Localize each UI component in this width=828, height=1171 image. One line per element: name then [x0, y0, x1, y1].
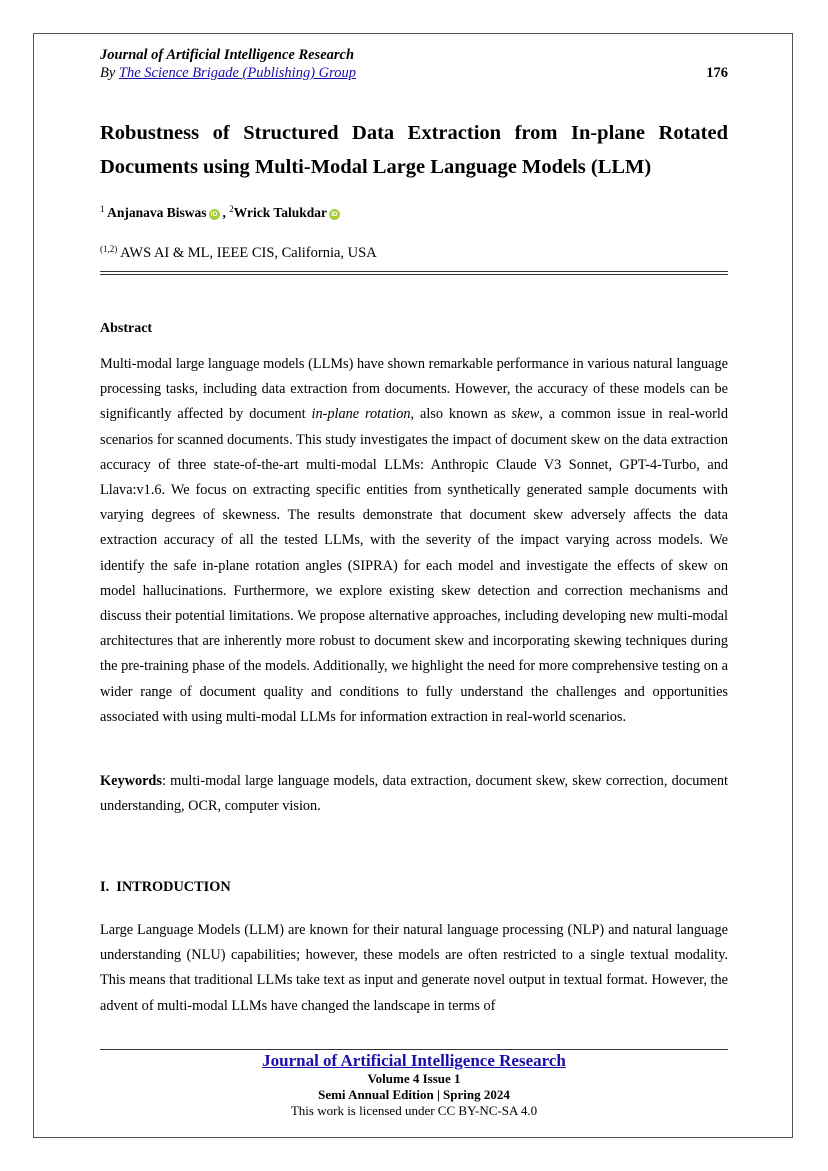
keywords-text: : multi-modal large language models, data extraction, document skew, skew correction, document understanding, OCR, computer vision.	[100, 773, 728, 815]
footer-divider	[100, 1049, 728, 1050]
abstract-text-part: Multi-modal large language models (LLMs) have shown remarkable performance in various natural language processing tasks, including data extraction from documents. However, the accuracy of these models can be significantly affected by document	[100, 356, 728, 423]
abstract-body	[100, 352, 728, 730]
publisher-link[interactable]: The Science Brigade (Publishing) Group	[118, 65, 356, 81]
abstract-heading: Abstract	[100, 321, 153, 336]
abstract-text-part: , also known as	[410, 406, 512, 423]
section-heading: I. INTRODUCTION	[100, 879, 231, 895]
footer-edition: Semi Annual Edition | Spring 2024	[318, 1087, 510, 1102]
paper-title: Robustness of Structured Data Extraction from In-plane Rotated Documents using Multi-Modal Large Language Models (LLM)	[100, 122, 728, 178]
footer	[100, 1051, 728, 1119]
page-number: 176	[706, 65, 728, 81]
abstract-emphasis: skew	[511, 406, 540, 423]
footer-journal-link[interactable]: Journal of Artificial Intelligence Research	[262, 1051, 566, 1070]
author-2-superscript: 2	[229, 204, 234, 214]
header-publisher-line	[100, 65, 356, 82]
affiliation-superscript: (1,2)	[100, 244, 118, 254]
divider-top	[100, 271, 728, 272]
header-journal-name: Journal of Artificial Intelligence Research	[100, 47, 355, 63]
abstract-emphasis: in-plane rotation	[311, 406, 411, 423]
keywords-label: Keywords	[100, 773, 162, 789]
footer-license: This work is licensed under CC BY-NC-SA 4.0	[290, 1103, 538, 1118]
introduction-body: Large Language Models (LLM) are known for their natural language processing (NLP) and natural language understanding (NLU) capabilities; however, these models are often restricted to a single textual modality. This means that traditional LLMs take text as input and generate novel output in textual format. However, the advent of multi-modal LLMs have changed the landscape in terms of	[100, 922, 728, 1014]
author-1-superscript: 1	[100, 204, 105, 214]
author-2-name: Wrick Talukdar	[233, 205, 327, 220]
author-line	[100, 204, 343, 221]
keywords	[100, 769, 728, 819]
orcid-icon[interactable]: iD	[329, 209, 340, 220]
orcid-icon[interactable]: iD	[209, 209, 220, 220]
affiliation-text: AWS AI & ML, IEEE CIS, California, USA	[120, 245, 377, 261]
affiliation	[100, 244, 377, 262]
header-by-prefix: By	[100, 65, 119, 81]
footer-volume: Volume 4 Issue 1	[367, 1071, 461, 1086]
author-1-name: Anjanava Biswas	[107, 205, 207, 220]
author-separator: ,	[222, 205, 226, 220]
abstract-text-part: , a common issue in real-world scenarios for scanned documents. This study investigates the impact of document skew on the data extraction accuracy of three state-of-the-art multi-modal LLMs: Anthropic Claude V3 Sonnet, GPT-4-Turbo, and Llava:v1.6. We focus on extracting specific entities from synthetically generated sample documents with varying degrees of skewness. The results demonstrate that document skew adversely affects the data extraction accuracy of all the tested LLMs, with the severity of the impact varying across models. We identify the safe in-plane rotation angles (SIPRA) for each model and investigate the effects of skew on model hallucinations. Furthermore, we explore existing skew detection and correction mechanisms and discuss their potential limitations. We propose alternative approaches, including developing new multi-modal architectures that are inherently more robust to document skew and incorporating skewing techniques during the pre-training phase of the models. Additionally, we highlight the need for more comprehensive testing on a wider range of document quality and conditions to fully understand the challenges and opportunities associated with using multi-modal LLMs for information extraction in real-world scenarios.	[100, 406, 728, 725]
divider-bottom	[100, 274, 728, 275]
